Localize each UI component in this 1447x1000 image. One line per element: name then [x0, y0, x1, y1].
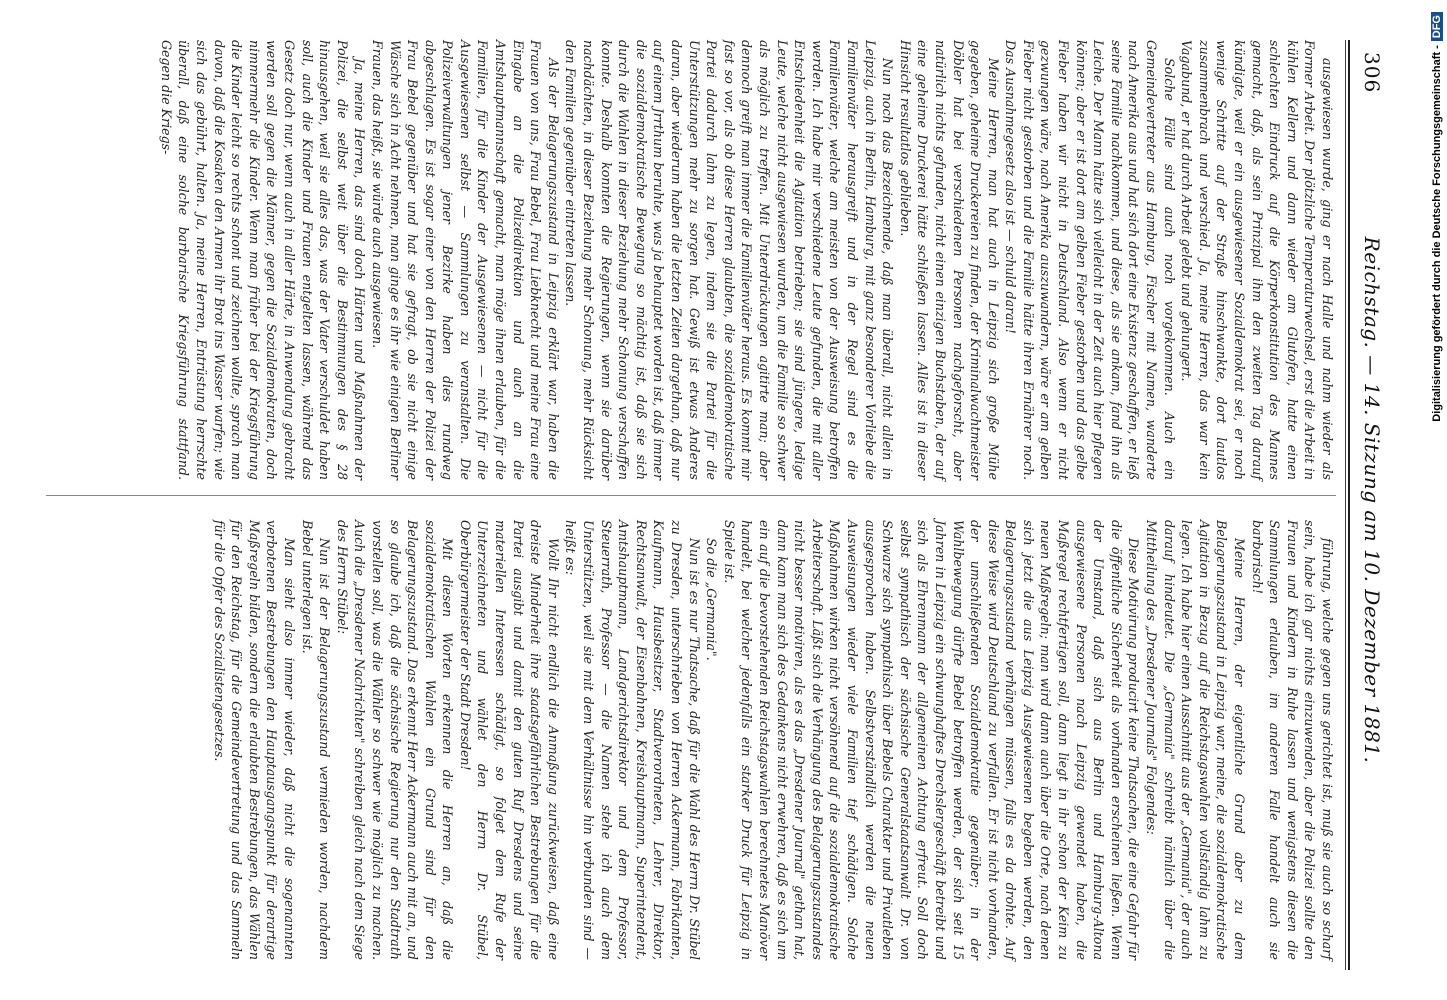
paragraph: So die „Germania".: [704, 538, 720, 661]
header-rule: [1348, 40, 1350, 970]
paragraph: Nun noch das Bezeichnende, daß man überall, nicht allein in Leipzig, auch in Berlin, Hamburg, mit ganz besonderer Vorliebe die Familienväter herausgreift und in der Regel sind es die Familienväter, welche am meisten von der Ausweisung betroffen werden. Ich habe mir verschiedene Leute gefunden, die mit aller Entschiedenheit die Agitation betrieben; sie sind jüngere, ledige Leute, welche nicht ausgewiesen wurden, um die Familie so schwer als möglich zu treffen. Mit Unterdrückungen agitirte man; aber dennoch greift man immer die Familienväter heraus. Es kommt mir fast so vor, als ob diese Herren glaubten, die sozialdemokratische Partei dadurch lahm zu legen, indem sie die Partei für die Unterstützungen mehr zu sorgen hat. Gewiß ist etwas Anderes daran, aber wiederum haben die letzten Zeiten dargethan, daß nur auf einem Jrrthum beruhte, was ja behauptet worden ist, daß immer die sozialdemokratische Bewegung so mächtig ist, daß sie sich durch die Wahlen in dieser Beziehung mehr Schonung verschaffen konnte. Deshalb konnten die Regierungen, wenn sie darüber nachdächten, in dieser Beziehung mehr Schonung, mehr Rücksicht den Familien gegenüber eintreten lassen.: [563, 40, 896, 480]
page-header: [1350, 40, 1390, 960]
header-rule-thin: [1345, 40, 1346, 970]
paragraph: Nun ist es nur Thatsache, daß für die Wahl des Herrn Dr. Stübel zu Dresden, unterschrieben von Herren Ackermann, Fabrikanten, Kaufmann, Hausbesitzer, Stadtverordneten, Lehrer, Direktor, Rechtsanwalt, der Eisenbahnen, Kreishauptmann, Superintendent, Amtshauptmann, Landgerichtsdirektor und dem Professor, Steuerrath, Professor — die Namen stehe ich auch dem Unterstützen, weil sie mit dem Verhältnisse hin verbunden sind — heißt es:: [563, 520, 702, 960]
page-title: Reichstag. — 14. Sitzung am 10. Dezember 1881.: [1360, 236, 1384, 764]
page-number: 306: [1360, 52, 1384, 94]
text-column-left: [36, 40, 1336, 480]
paragraph: ausgewiesen wurde, ging er nach Halle und nahm wieder als Former Arbeit. Der plötzliche Temperaturwechsel, erst die Arbeit in kühlen Kellern und dann wieder am Glutofen, hatte einen schlechten Eindruck auf die Körperkonstitution des Mannes gemacht, daß, als sein Prinzipal ihm den zweiten Tag darauf kündigte, weil er ein ausgewiesener Sozialdemokrat sei, er noch wenige Schritte auf der Straße hinschwankte, dort lautlos zusammenbrach und verschied. Ja, meine Herren, das war kein Vagabund, er hat durch Arbeit gelebt und gehungert.: [1179, 40, 1335, 480]
dfg-logo: DFG: [1431, 12, 1443, 41]
credit-text: Digitalisierung gefördert durch die Deutsche Forschungsgemeinschaft -: [1431, 45, 1443, 422]
paragraph: Ja, meine Herren, das sind doch Härten und Maßnahmen der Polizei, die selbst weit über die Bestimmungen des § 28 hinausgehen, weil sie alles das, was der Vater verschuldet haben soll, auch die Kinder und Frauen entgelten lassen, während das Gesetz doch nur, wenn auch in aller Härte, in Anwendung gebracht werden soll gegen die Männer, gegen die Sozialdemokraten, doch nimmermehr die Kinder. Wenn man früher bei der Kriegsführung die Kinder leicht so rechts schont und zeichnen wollte, sprach man davon, daß die Kosaken den Armen ihr Brot ins Wasser warfen; wie sich das gebührt, halten. Ja, meine Herren, Entrüstung herrschte überall, daß eine solche barbarische Kriegsführung stattfand. Gegen die Kriegs-: [158, 40, 368, 480]
paragraph: Man sieht also immer wieder, daß nicht die sogenannten verbotenen Bestrebungen den Hauptausgangspunkt für derartige Maßregeln bilden, sondern die erlaubten Bestrebungen, das Wählen für den Reichstag, für die Gemeindevertretung und das Sammeln für die Opfer des Sozialistengesetzes.: [211, 520, 297, 960]
paragraph: Meine Herren, der eigentliche Grund aber zu dem Belagerungszustand in Leipzig war, meine, die sozialdemokratische Agitation in Bezug auf die Reichstagswahlen vollständig lahm zu legen. Ich habe hier einen Ausschnitt aus der „Germania", der auch darauf hindeutet. Die „Germania" schreibt nämlich über die Mittheilung des „Dresdener Journals" Folgendes:: [1144, 520, 1248, 960]
paragraph: Nun ist der Belagerungszustand vermieden worden, nachdem Bebel unterlegen ist.: [299, 520, 333, 960]
paragraph: führung, welche gegen uns gerichtet ist, muß sie auch so scharf sein, habe ich gar nichts einzuwenden, aber die Polizei sollte den Frauen und Kindern in Ruhe lassen und wenigstens diesen die Sammlungen erlauben, im anderen Falle handelt auch sie barbarisch!: [1249, 520, 1335, 960]
paragraph: Als der Belagerungszustand in Leipzig erklärt war, haben die Frauen von uns, Frau Bebel, Frau Liebknecht und meine Frau eine Eingabe an die Polizeidirektion und auch an die Amtshauptmannschaft gemacht, man möge ihnen erlauben, für die Familien, für die Kinder der Ausgewiesenen — nicht für die Ausgewiesenen selbst — Sammlungen zu veranstalten. Die Polizeiverwaltungen jener Bezirke haben dies rundweg abgeschlagen. Es ist sogar einer von den Herren der Polizei der Frau Bebel gegenüber und hat sie gefragt, ob sie nicht einige Wäsche sich in Acht nehmen, man ginge es ihr wie einigen Berliner Frauen, das heißt, sie würde auch ausgewiesen.: [369, 40, 561, 480]
paragraph: Diese Motivirung producirt keine Thatsachen, die eine Gefahr für die öffentliche Sicherheit als vorhanden erscheinen ließen. Wenn der Umstand, daß sich aus Berlin und Hamburg-Altona ausgewiesene Personen nach Leipzig gewendet haben, die Maßregel rechtfertigen soll, dann liegt in ihr schon der Keim zu neuen Maßregeln; man wird dann auch über die Orte, nach denen sich jetzt die aus Leipzig Ausgewiesenen begeben werden, den Belagerungszustand verhängen müssen, falls es da drohte. Auf diese Weise wird Deutschland zu verfallen. Er ist nicht vorhanden, der umschließenden Sozialdemokratie gegenüber; in der Wahlbewegung dürfte Bebel betroffen werden, der sich seit 15 Jahren in Leipzig ein schwunghaftes Drechslergeschäft betreibt und sich als Ehrenmann der allgemeinen Achtung erfreut. Soll doch selbst sympathisch der sächsische Generalstaatsanwalt Dr. von Schwarze sich sympathisch über Bebels Charakter und Privatleben ausgesprochen haben. Selbstverständlich werden die neuen Ausweisungen wieder viele Familien tief schädigen. Solche Maßnahmen wirken nicht versöhnend auf die sozialdemokratische Arbeiterschaft. Läßt sich die Verhängung des Belagerungszustandes nicht besser motiviren, als es das „Dresdener Journal" gethan hat, dann kann man sich des Gedankens nicht erwehren, daß es sich um ein auf die bevorstehenden Reichstagswahlen berechnetes Manöver handelt, bei welcher jedenfalls ein starker Druck für Leipzig in Spiele ist.: [721, 520, 1142, 960]
text-column-right: [36, 520, 1336, 960]
paragraph: Solche Fälle sind auch noch vorgekommen. Auch ein Gemeindevertreter aus Hamburg, Fischer mit Namen, wanderte nach Amerika aus und hat sich dort eine Existenz geschaffen, er ließ seine Familie nachkommen, und diese, als sie ankam, fand ihn als Leiche. Der Mann hätte sich vielleicht in der Zeit auch hier pflegen können; aber er ist dort am gelben Fieber gestorben und das gelbe Fieber haben wir nicht in Deutschland. Also wenn er nicht gezwungen wäre, nach Amerika auszuwandern, wäre er am gelben Fieber nicht gestorben und die Familie hätte ihren Ernährer noch. Das Ausnahmegesetz also ist — schuld daran!: [1003, 40, 1177, 480]
digitization-credit: [1415, 12, 1443, 988]
paragraph: Mit diesen Worten erkennen die Herren an, daß die sozialdemokratischen Wahlen ein Grund sind für den Belagerungszustand. Das erkennt Herr Ackermann auch mit an, und so glaube ich, daß die sächsische Regierung nur den Stadtrath vorstellen soll, was die Wähler so schwer wie möglich zu machen. Auch die „Dresdener Nachrichten" schreiben gleich nach dem Siege des Herrn Stübel:: [334, 520, 456, 960]
column-divider: [46, 495, 1336, 496]
paragraph: Wollt Ihr nicht endlich die Anmaßung zurückweisen, daß eine dreiste Minderheit ihre staatsgefährlichen Bestrebungen für die Partei ausgibt und damit den guten Ruf Dresdens und seine materiellen Interessen schädigt, so folget dem Rufe der Unterzeichneten und wählet den Herrn Dr. Stübel, Oberbürgermeister der Stadt Dresden!: [457, 520, 561, 960]
paragraph: Meine Herren, man hat auch in Leipzig sich große Mühe gegeben, geheime Druckereien zu finden, der Kriminalwachtmeister Döbler hat bei verschiedenen Personen nachgeforscht, aber natürlich nichts gefunden, nicht einen einzigen Buchstaben, der auf eine geheime Druckerei hätte schließen lassen. Alles ist in dieser Hinsicht resultatlos geblieben.: [897, 40, 1001, 480]
